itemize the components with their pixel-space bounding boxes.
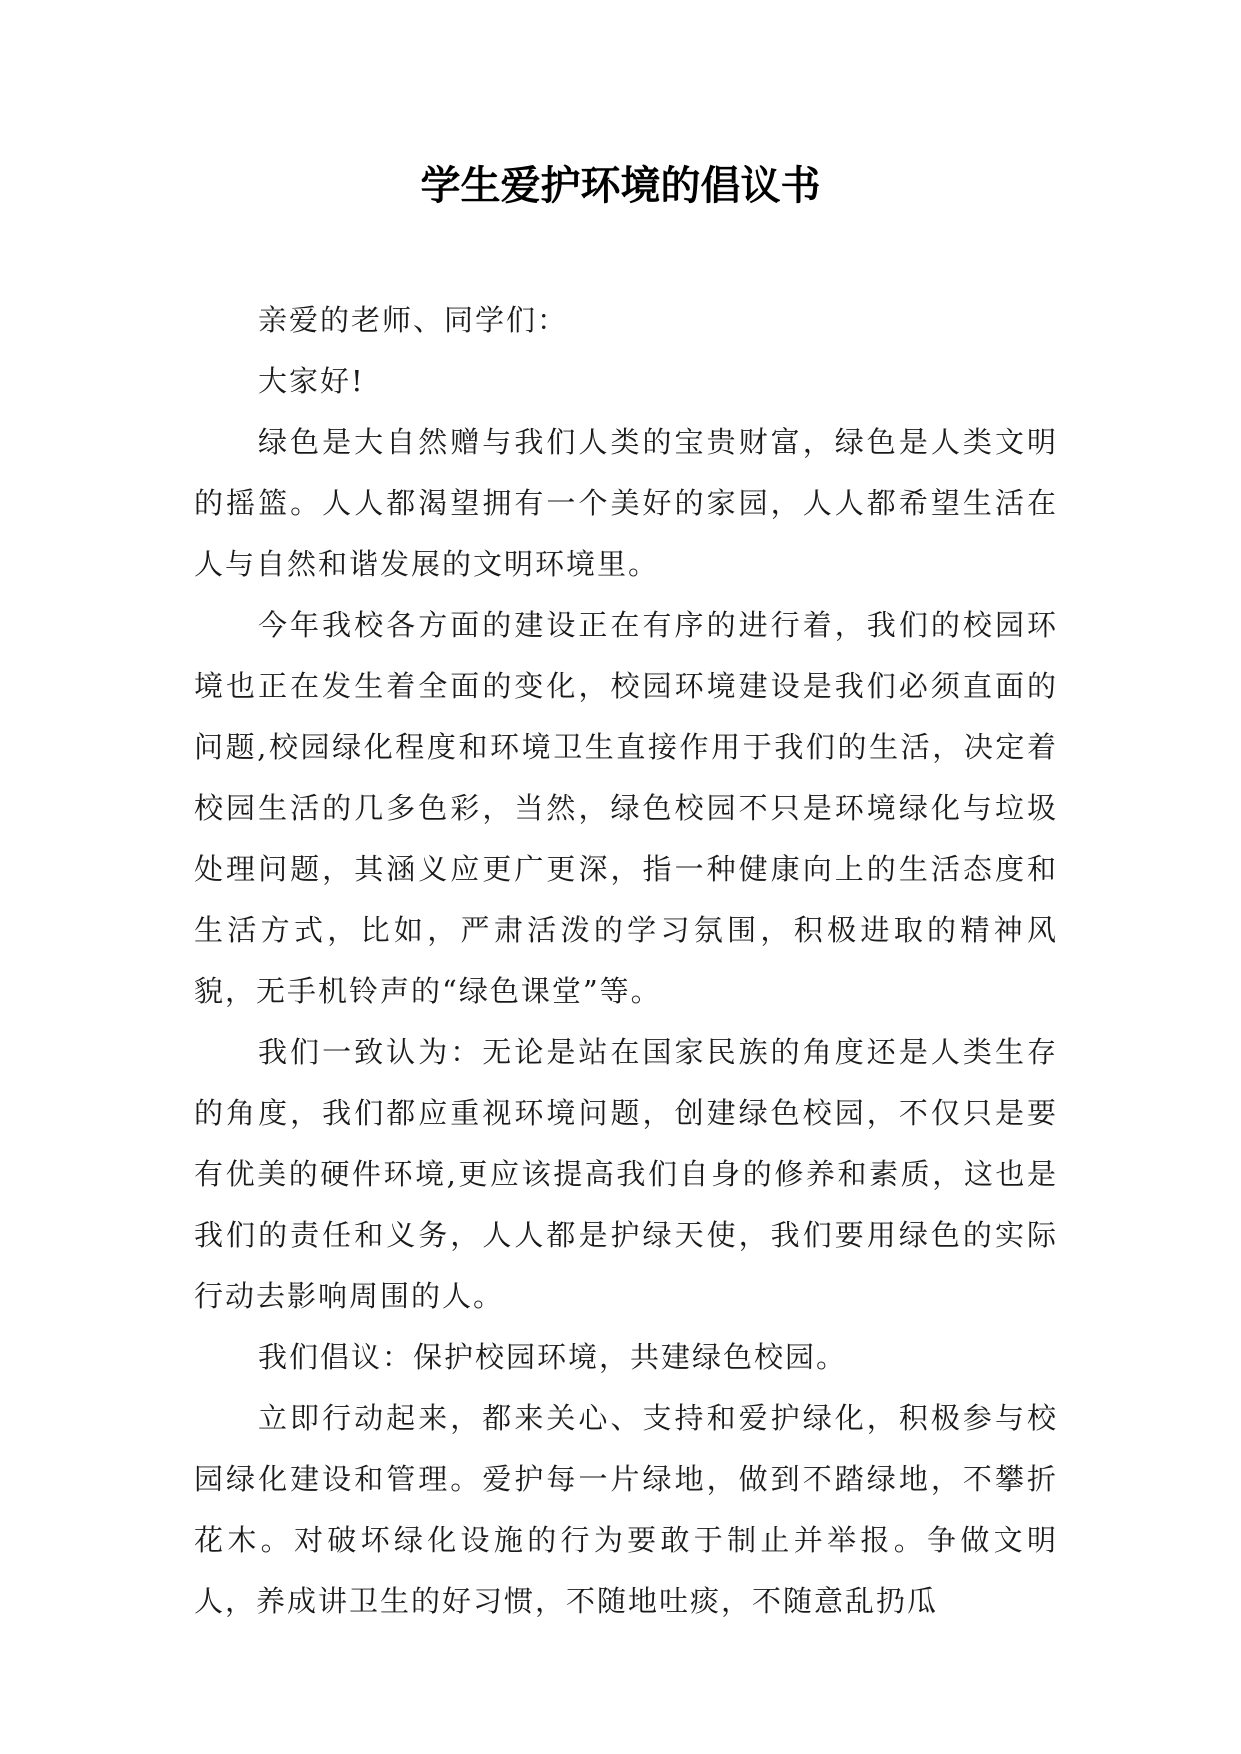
salutation: 亲爱的老师、同学们： [258, 303, 569, 337]
body-paragraph: 今年我校各方面的建设正在有序的进行着，我们的校园环境也正在发生着全面的变化，校园环境建设是我们必须直面的问题,校园绿化程度和环境卫生直接作用于我们的生活，决定着校园生活的几多色彩，当然，绿色校园不只是环境绿化与垃圾处理问题，其涵义应更广更深，指一种健康向上的生活态度和生活方式，比如，严肃活泼的学习氛围，积极进取的精神风貌，无手机铃声的“绿色课堂”等。 [194, 608, 1058, 1008]
body-paragraph: 立即行动起来，都来关心、支持和爱护绿化，积极参与校园绿化建设和管理。爱护每一片绿地，做到不踏绿地，不攀折花木。对破坏绿化设施的行为要敢于制止并举报。争做文明人，养成讲卫生的好习惯，不随地吐痰，不随意乱扔瓜 [194, 1401, 1058, 1618]
document-body [194, 290, 1058, 1632]
greeting: 大家好! [258, 364, 365, 398]
document-title: 学生爱护环境的倡议书 [420, 163, 821, 209]
body-paragraph: 绿色是大自然赠与我们人类的宝贵财富，绿色是人类文明的摇篮。人人都渴望拥有一个美好的家园，人人都希望生活在人与自然和谐发展的文明环境里。 [194, 425, 1058, 581]
proposal-statement: 我们倡议：保护校园环境，共建绿色校园。 [258, 1340, 848, 1374]
body-paragraph: 我们一致认为：无论是站在国家民族的角度还是人类生存的角度，我们都应重视环境问题，创建绿色校园，不仅只是要有优美的硬件环境,更应该提高我们自身的修养和素质，这也是我们的责任和义务，人人都是护绿天使，我们要用绿色的实际行动去影响周围的人。 [194, 1035, 1058, 1313]
